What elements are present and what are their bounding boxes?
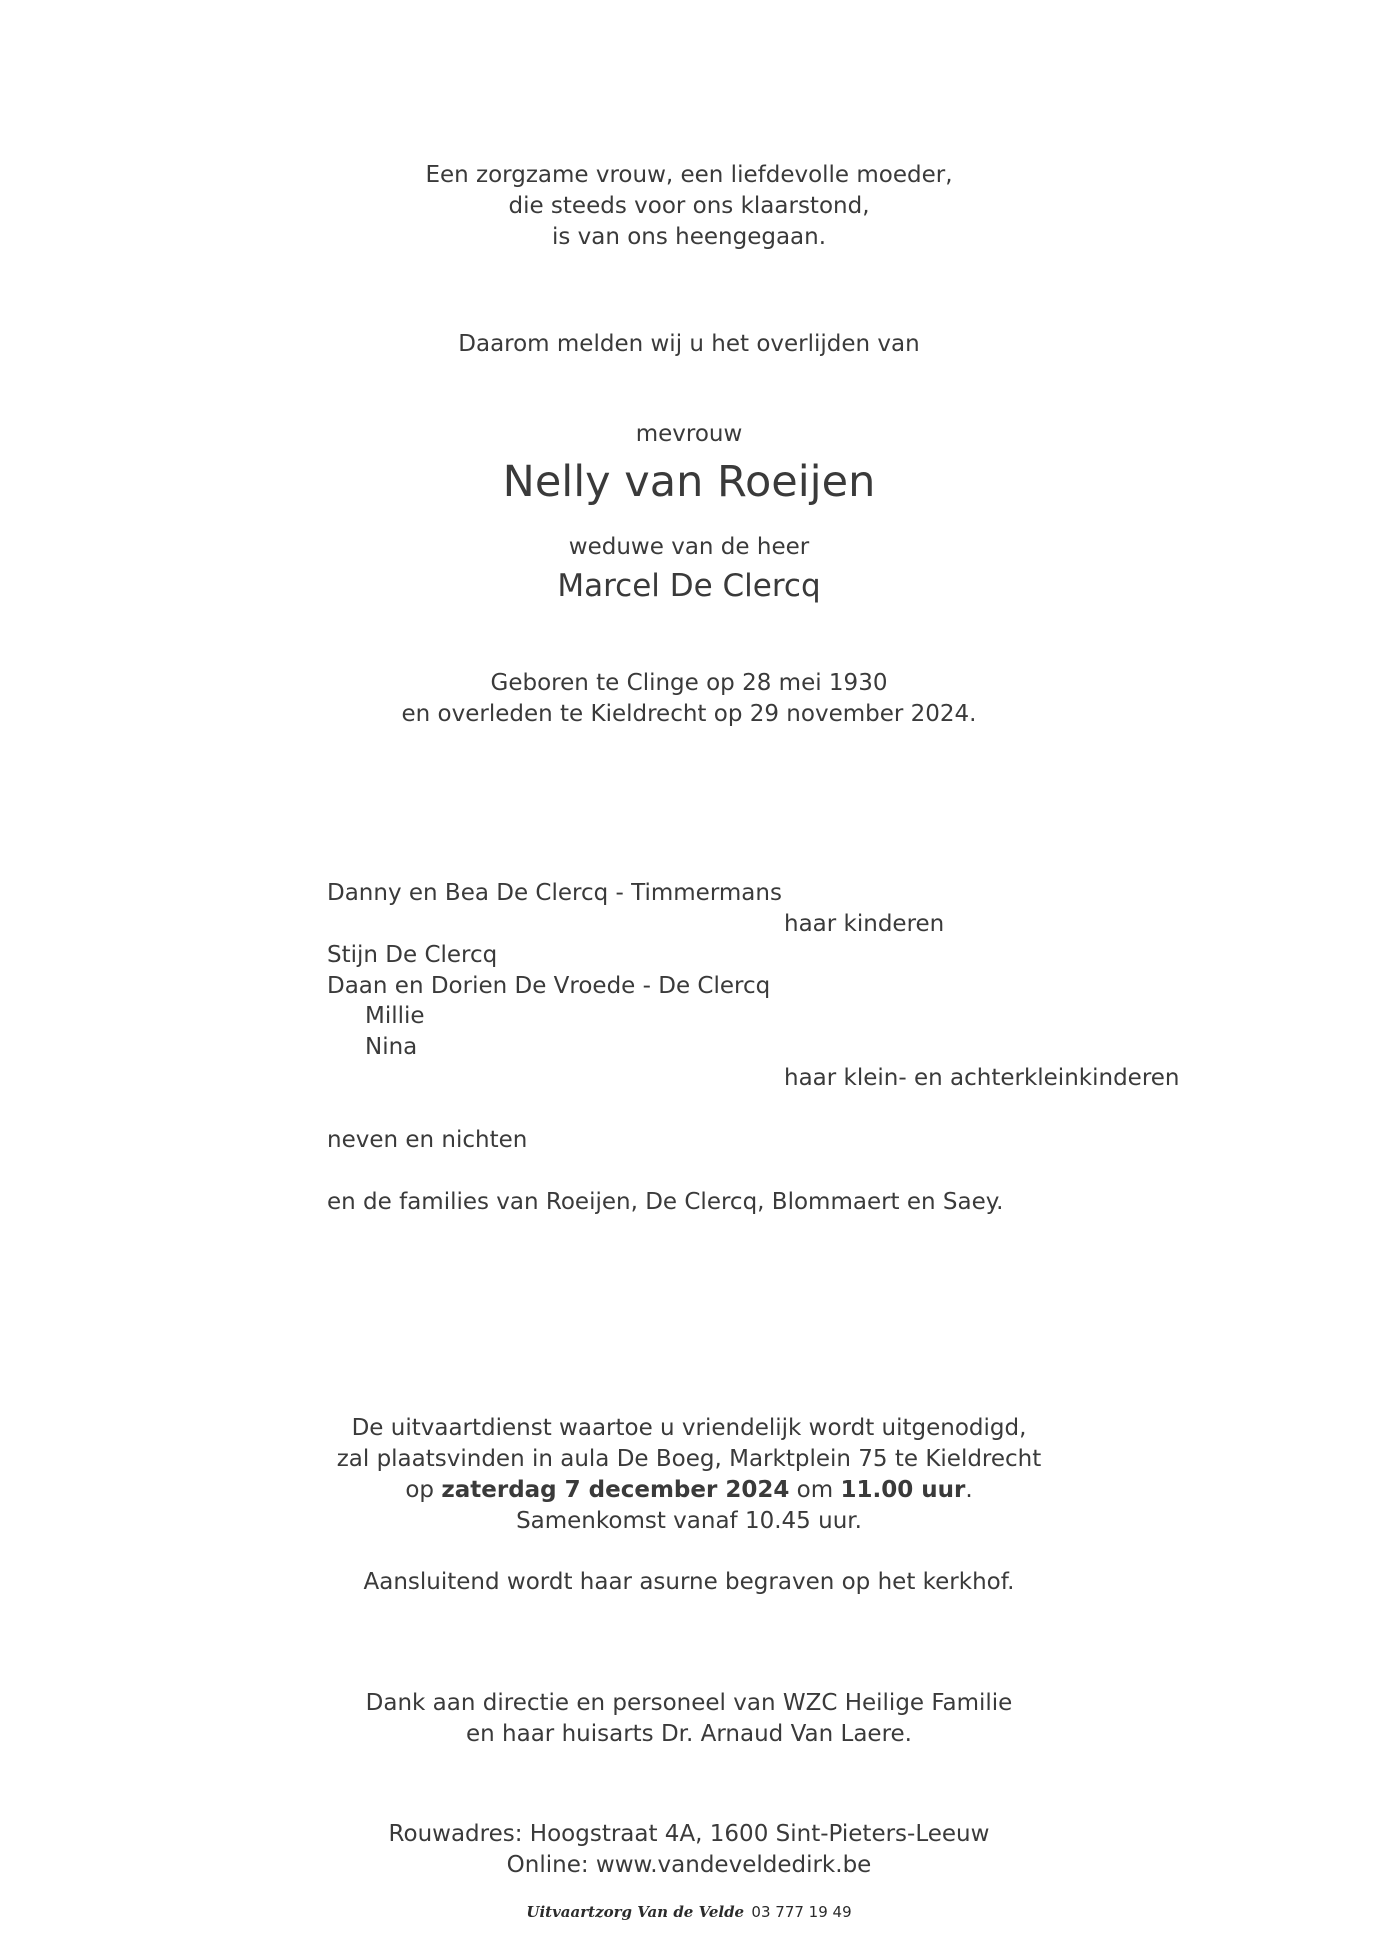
intro-line-1: Een zorgzame vrouw, een liefdevolle moeder, — [425, 162, 953, 188]
family-grandchild-2: Daan en Dorien De Vroede - De Clercq — [327, 973, 771, 999]
funeral-company-phone: 03 777 19 49 — [751, 1903, 852, 1921]
intro-line-2: die steeds voor ons klaarstond, — [508, 193, 870, 219]
died-line: en overleden te Kieldrecht op 29 november 2024. — [401, 701, 977, 727]
family-grandchild-1: Stijn De Clercq — [327, 942, 498, 968]
service-date: zaterdag 7 december 2024 — [441, 1477, 790, 1503]
contact-block — [0, 1819, 1378, 1881]
thanks-line-2: en haar huisarts Dr. Arnaud Van Laere. — [466, 1721, 912, 1747]
service-time: 11.00 uur — [840, 1477, 966, 1503]
intro-line-3: is van ons heengegaan. — [551, 224, 827, 250]
family-greatgrandchild-2: Nina — [365, 1034, 418, 1060]
service-line-3 — [0, 1475, 1378, 1506]
nephews-nieces: neven en nichten — [327, 1127, 528, 1153]
family-greatgrandchild-1: Millie — [365, 1003, 425, 1029]
family-child-1: Danny en Bea De Clercq - Timmermans — [327, 880, 782, 906]
service-line-1: De uitvaartdienst waartoe u vriendelijk wordt uitgenodigd, — [351, 1415, 1027, 1441]
service-info — [0, 1413, 1378, 1537]
service-line-2: zal plaatsvinden in aula De Boeg, Marktplein 75 te Kieldrecht — [336, 1446, 1042, 1472]
mourning-address: Rouwadres: Hoogstraat 4A, 1600 Sint-Pieters-Leeuw — [388, 1821, 990, 1847]
online-address: Online: www.vandeveldedirk.be — [506, 1852, 872, 1878]
born-line: Geboren te Clinge op 28 mei 1930 — [490, 670, 888, 696]
announcement: Daarom melden wij u het overlijden van — [458, 331, 920, 357]
thanks-line-1: Dank aan directie en personeel van WZC Heilige Familie — [365, 1690, 1013, 1716]
deceased-name: Nelly van Roeijen — [502, 457, 876, 507]
deceased-title: mevrouw — [635, 421, 743, 447]
funeral-company-name: Uitvaartzorg Van de Velde — [526, 1903, 745, 1921]
intro-verse — [0, 160, 1378, 253]
spouse-name: Marcel De Clercq — [557, 568, 821, 604]
service-line-3-pre: op — [405, 1477, 442, 1503]
thanks-block — [0, 1688, 1378, 1750]
relation-text: weduwe van de heer — [568, 534, 810, 560]
service-line-3-mid: om — [789, 1477, 841, 1503]
burial-line: Aansluitend wordt haar asurne begraven op het kerkhof. — [363, 1569, 1015, 1595]
families-line: en de families van Roeijen, De Clercq, Blommaert en Saey. — [327, 1189, 1004, 1215]
service-line-3-post: . — [965, 1477, 973, 1503]
children-label: haar kinderen — [784, 911, 945, 937]
grandchildren-label: haar klein- en achterkleinkinderen — [784, 1065, 1180, 1091]
life-dates — [0, 668, 1378, 730]
footer — [0, 1897, 1378, 1923]
gathering-line: Samenkomst vanaf 10.45 uur. — [516, 1508, 862, 1534]
